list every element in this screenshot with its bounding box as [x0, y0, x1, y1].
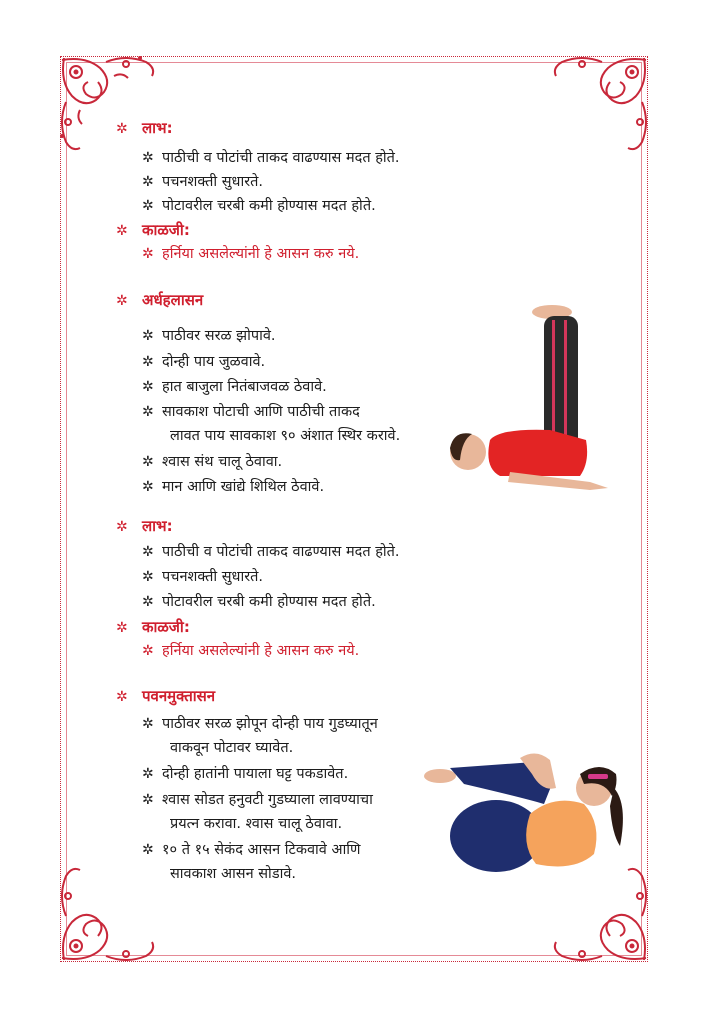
pavanamuktasana-pose-illustration [424, 744, 634, 884]
step-item-continuation: लावत पाय सावकाश ९० अंशात स्थिर करावे. [170, 428, 401, 444]
step-item: ✲ पाठीवर सरळ झोपावे. [142, 328, 276, 344]
asana-title-ardhahalasana: ✲ अर्धहलासन [116, 291, 204, 309]
ardhahalasana-pose-illustration [440, 300, 620, 500]
benefit-item: ✲ पाठीची व पोटांची ताकद वाढण्यास मदत होते. [142, 150, 400, 166]
step-item-continuation: सावकाश आसन सोडावे. [170, 866, 296, 882]
caution-item: ✲ हर्निया असलेल्यांनी हे आसन करु नये. [142, 643, 360, 659]
benefit-item: ✲ पाठीची व पोटांची ताकद वाढण्यास मदत होते. [142, 544, 400, 560]
benefit-item: ✲ पोटावरील चरबी कमी होण्यास मदत होते. [142, 594, 376, 610]
benefit-item: ✲ पचनशक्ती सुधारते. [142, 174, 264, 190]
caution-heading: ✲ काळजी: [116, 221, 190, 239]
benefits-heading: ✲ लाभ: [116, 119, 173, 137]
step-item: ✲ १० ते १५ सेकंद आसन टिकवावे आणि [142, 842, 361, 858]
step-item: ✲ हात बाजुला नितंबाजवळ ठेवावे. [142, 379, 327, 395]
step-item: ✲ श्वास सोडत हनुवटी गुडघ्याला लावण्याचा [142, 792, 373, 808]
step-item-continuation: प्रयत्न करावा. श्वास चालू ठेवावा. [170, 816, 343, 832]
benefit-item: ✲ पोटावरील चरबी कमी होण्यास मदत होते. [142, 198, 376, 214]
step-item: ✲ पाठीवर सरळ झोपून दोन्ही पाय गुडघ्यातून [142, 716, 378, 732]
step-item: ✲ मान आणि खांद्ये शिथिल ठेवावे. [142, 479, 325, 495]
step-item-continuation: वाकवून पोटावर घ्यावेत. [170, 740, 294, 756]
benefit-item: ✲ पचनशक्ती सुधारते. [142, 569, 264, 585]
step-item: ✲ दोन्ही हातांनी पायाला घट्ट पकडावेत. [142, 766, 349, 782]
caution-heading: ✲ काळजी: [116, 618, 190, 636]
asana-title-pavanamuktasana: ✲ पवनमुक्तासन [116, 687, 216, 705]
step-item: ✲ दोन्ही पाय जुळवावे. [142, 354, 266, 370]
caution-item: ✲ हर्निया असलेल्यांनी हे आसन करु नये. [142, 246, 360, 262]
benefits-heading: ✲ लाभ: [116, 517, 173, 535]
step-item: ✲ श्वास संथ चालू ठेवावा. [142, 454, 283, 470]
step-item: ✲ सावकाश पोटाची आणि पाठीची ताकद [142, 404, 360, 420]
